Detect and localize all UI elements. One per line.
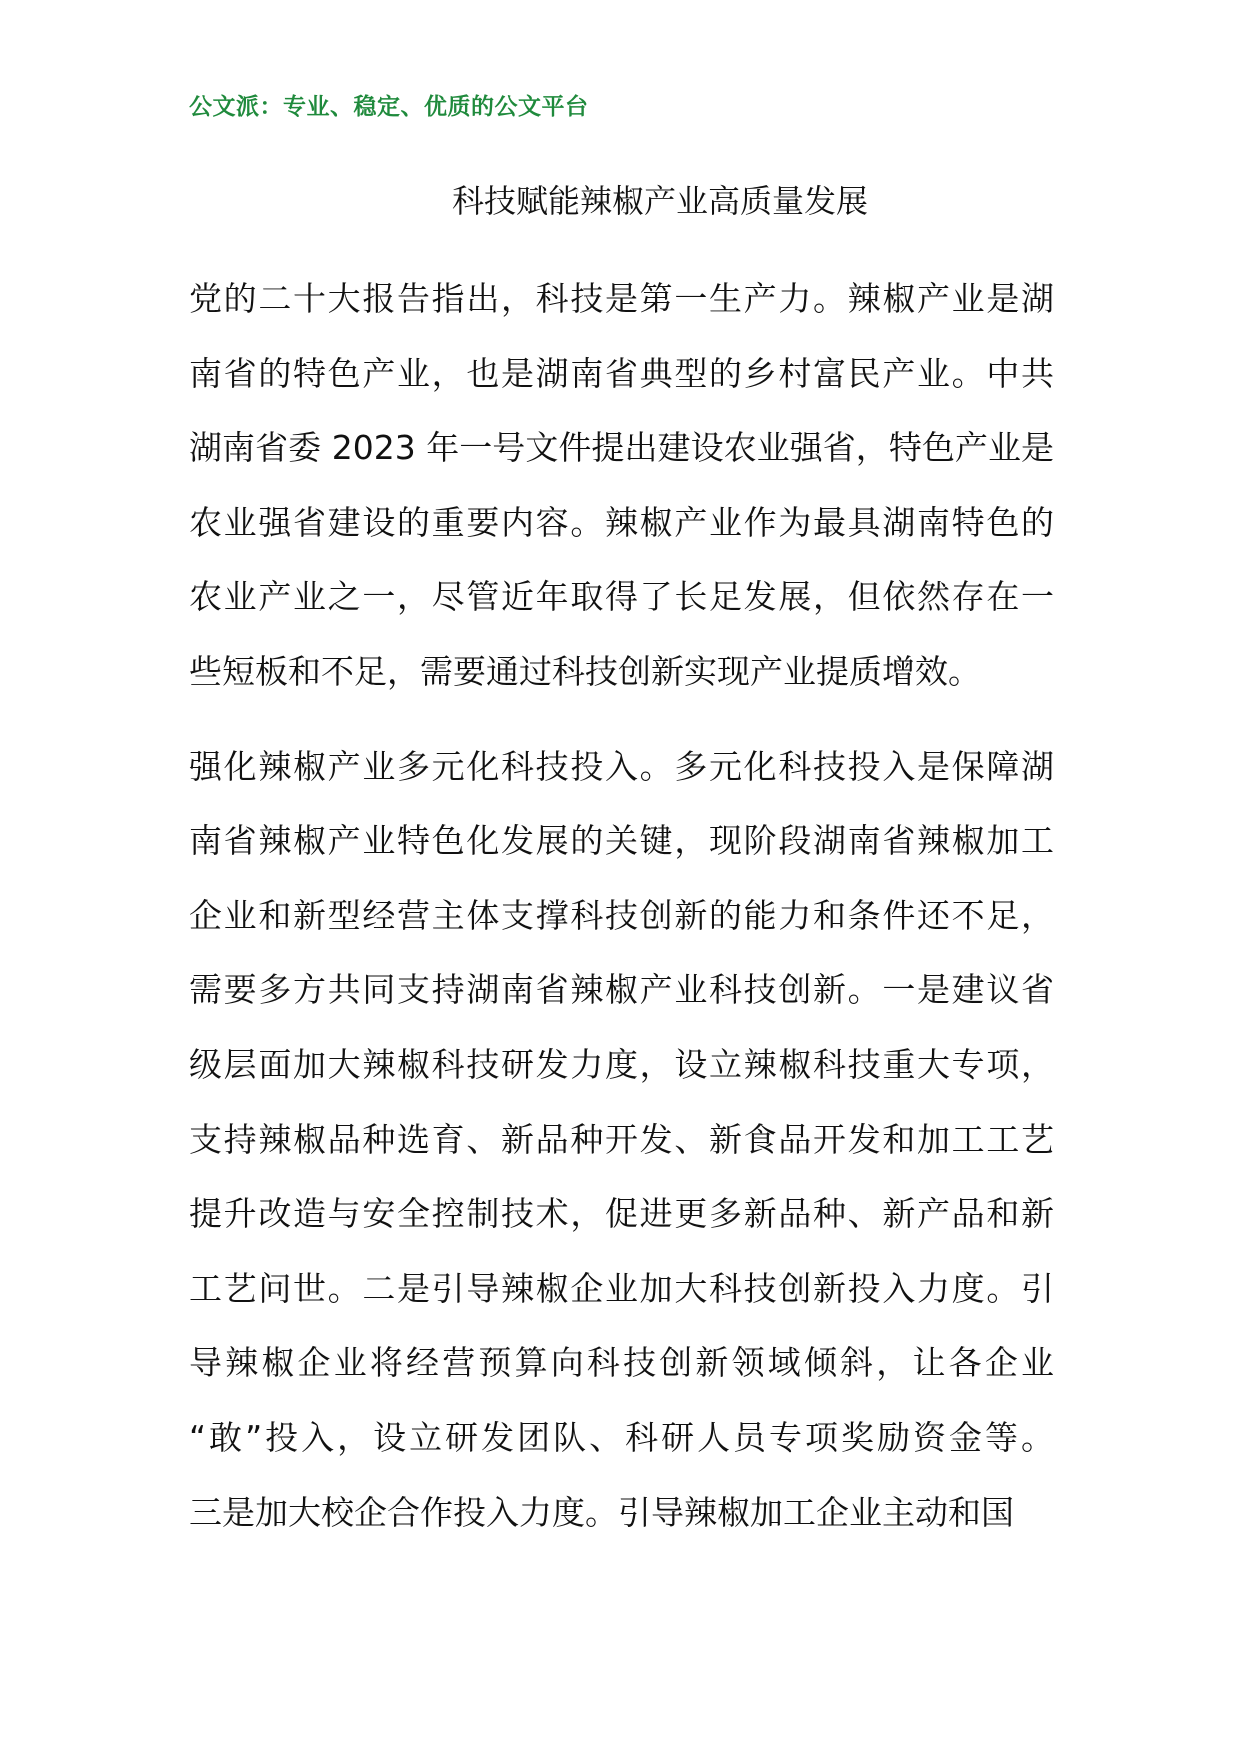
paragraph xyxy=(189,262,1054,710)
paragraph-line: 企业和新型经营主体支撑科技创新的能力和条件还不足， xyxy=(189,895,1054,935)
document-title-row xyxy=(0,176,1240,222)
paragraph-line: 强化辣椒产业多元化科技投入。多元化科技投入是保障湖 xyxy=(189,746,1054,786)
paragraph-line: 南省的特色产业，也是湖南省典型的乡村富民产业。中共 xyxy=(189,353,1054,393)
paragraph-line: 需要多方共同支持湖南省辣椒产业科技创新。一是建议省 xyxy=(189,970,1054,1010)
paragraph-line: 提升改造与安全控制技术，促进更多新品种、新产品和新 xyxy=(189,1194,1054,1234)
paragraph-line: 农业产业之一，尽管近年取得了长足发展，但依然存在一 xyxy=(189,577,1054,617)
document-title: 科技赋能辣椒产业高质量发展 xyxy=(451,182,868,220)
paragraph-line: 支持辣椒品种选育、新品种开发、新食品开发和加工工艺 xyxy=(189,1119,1054,1159)
paragraph-line: 些短板和不足，需要通过科技创新实现产业提质增效。 xyxy=(189,651,981,691)
paragraph-line: 级层面加大辣椒科技研发力度，设立辣椒科技重大专项， xyxy=(189,1044,1054,1084)
paragraph xyxy=(189,730,1054,1551)
paragraph-line: 农业强省建设的重要内容。辣椒产业作为最具湖南特色的 xyxy=(189,502,1054,542)
paragraph-line: 导辣椒企业将经营预算向科技创新领域倾斜，让各企业 xyxy=(189,1343,1054,1383)
paragraph-line: “敢”投入，设立研发团队、科研人员专项奖励资金等。 xyxy=(189,1417,1054,1457)
paragraph-line: 工艺问世。二是引导辣椒企业加大科技创新投入力度。引 xyxy=(189,1268,1054,1308)
paragraph-line: 湖南省委 2023 年一号文件提出建设农业强省，特色产业是 xyxy=(189,428,1054,468)
site-brand-header: 公文派：专业、稳定、优质的公文平台 xyxy=(189,94,589,120)
paragraph-line: 三是加大校企合作投入力度。引导辣椒加工企业主动和国 xyxy=(189,1492,1014,1532)
paragraph-line: 党的二十大报告指出，科技是第一生产力。辣椒产业是湖 xyxy=(189,279,1054,318)
document-body xyxy=(189,262,1054,1570)
paragraph-line: 南省辣椒产业特色化发展的关键，现阶段湖南省辣椒加工 xyxy=(189,821,1054,861)
